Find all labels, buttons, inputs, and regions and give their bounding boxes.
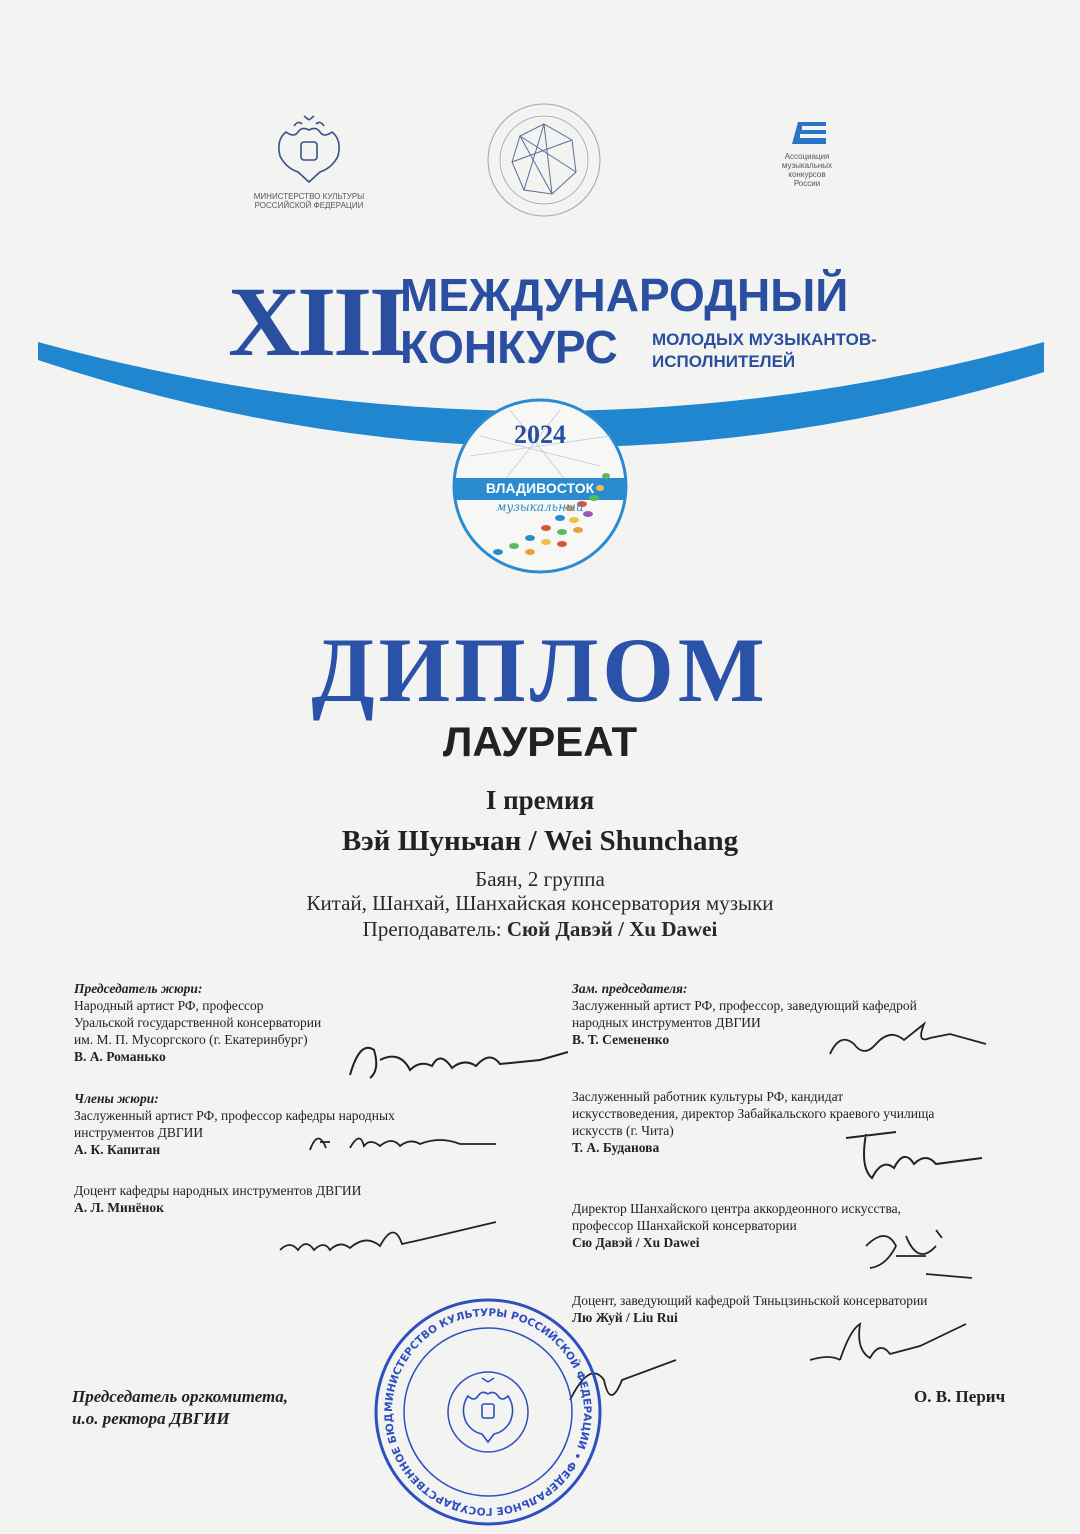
jury-member-1-name: А. К. Капитан (74, 1142, 161, 1157)
jury-member-2-line: Доцент кафедры народных инструментов ДВГИИ (74, 1183, 362, 1198)
jury-chair-line: им. М. П. Мусоргского (г. Екатеринбург) (74, 1032, 308, 1047)
jury-member-1-line: Заслуженный артист РФ, профессор кафедры народных (74, 1108, 395, 1123)
jury-member-4-name: Сю Давэй / Xu Dawei (572, 1235, 700, 1250)
competition-number: XIII (228, 266, 405, 377)
vice-chair-line: народных инструментов ДВГИИ (572, 1015, 761, 1030)
diploma-title: ДИПЛОМ (311, 619, 769, 721)
title-subtitle-2: ИСПОЛНИТЕЛЕЙ (652, 352, 796, 371)
association-line-0: Ассоциация (784, 152, 830, 161)
vice-chair-role: Зам. председателя: (572, 981, 688, 996)
ministry-logo-text: МИНИСТЕРСТВО КУЛЬТУРЫ РОССИЙСКОЙ ФЕДЕРАЦИИ (253, 192, 365, 210)
vice-chair-line: Заслуженный артист РФ, профессор, заведующий кафедрой (572, 998, 917, 1013)
title-line-2: КОНКУРС (400, 321, 618, 373)
winner-name: Вэй Шуньчан / Wei Shunchang (341, 825, 739, 857)
stairs-icon (772, 118, 842, 148)
prize-level: I премия (485, 785, 595, 815)
jury-member-4-line: Директор Шанхайского центра аккордеонного искусства, (572, 1201, 902, 1216)
jury-member-5-name: Лю Жуй / Liu Rui (572, 1310, 678, 1325)
association-logo (772, 118, 842, 208)
organizing-chair-title-2: и.о. ректора ДВГИИ (72, 1409, 230, 1428)
title-subtitle-1: МОЛОДЫХ МУЗЫКАНТОВ- (652, 330, 877, 349)
coat-of-arms-icon (246, 112, 372, 188)
teacher-name: Сюй Давэй / Xu Dawei (506, 917, 718, 941)
jury-member-3-line: Заслуженный работник культуры РФ, кандидат (572, 1089, 844, 1104)
rector-name: О. В. Перич (914, 1387, 1006, 1406)
institution: Китай, Шанхай, Шанхайская консерватория музыки (306, 891, 774, 915)
emblem-city: ВЛАДИВОСТОК (485, 480, 595, 496)
jury-chair-role: Председатель жюри: (74, 981, 203, 996)
festival-emblem (450, 396, 630, 576)
teacher-label: Преподаватель: (362, 917, 507, 941)
organizing-chair-title-1: Председатель оргкомитета, (72, 1387, 289, 1406)
emblem-script: музыкальный (496, 500, 584, 514)
signature-member-5 (800, 1310, 970, 1380)
association-line-3: России (793, 179, 821, 188)
jury-chair-line: Уральской государственной консерватории (74, 1015, 322, 1030)
title-line-1: МЕЖДУНАРОДНЫЙ (400, 269, 849, 321)
jury-member-3-line: искусств (г. Чита) (572, 1123, 674, 1138)
category: Баян, 2 группа (475, 867, 605, 891)
jury-member-5-line: Доцент, заведующий кафедрой Тяньцзиньской консерватории (572, 1293, 928, 1308)
signature-member-3 (836, 1118, 986, 1188)
jury-member-3-line: искусствоведения, директор Забайкальского краевого училища (572, 1106, 935, 1121)
association-line-1: музыкальных (781, 161, 833, 170)
vice-chair-name: В. Т. Семененко (572, 1032, 670, 1047)
signature-member-1 (300, 1120, 500, 1160)
teacher-line (0, 916, 1080, 942)
ministry-logo (246, 112, 372, 212)
emblem-year: 2024 (514, 420, 566, 449)
jury-chair-line: Народный артист РФ, профессор (74, 998, 264, 1013)
official-seal (372, 1296, 604, 1528)
seal-stamp-icon (372, 1296, 604, 1528)
signature-member-2 (270, 1210, 500, 1270)
jury-member-1-line: инструментов ДВГИИ (74, 1125, 204, 1140)
jury-member-3-name: Т. А. Буданова (572, 1140, 660, 1155)
laureate-status: ЛАУРЕАТ (442, 718, 638, 765)
jury-member-4-line: профессор Шанхайской консерватории (572, 1218, 797, 1233)
crystal-circle-icon (484, 100, 604, 220)
signature-member-4 (856, 1216, 976, 1286)
seal-text: МИНИСТЕРСТВО КУЛЬТУРЫ РОССИЙСКОЙ ФЕДЕРАЦИИ • ФЕДЕРАЛЬНОЕ ГОСУДАРСТВЕННОЕ БЮД (382, 1306, 594, 1518)
jury-members-role: Члены жюри: (74, 1091, 159, 1106)
association-line-2: конкурсов (788, 170, 826, 179)
signature-vice-chair (820, 1014, 990, 1074)
signature-chair (340, 1030, 570, 1090)
jury-chair-name: В. А. Романько (74, 1049, 166, 1064)
institute-logo (484, 100, 604, 220)
jury-member-2-name: А. Л. Минёнок (74, 1200, 164, 1215)
